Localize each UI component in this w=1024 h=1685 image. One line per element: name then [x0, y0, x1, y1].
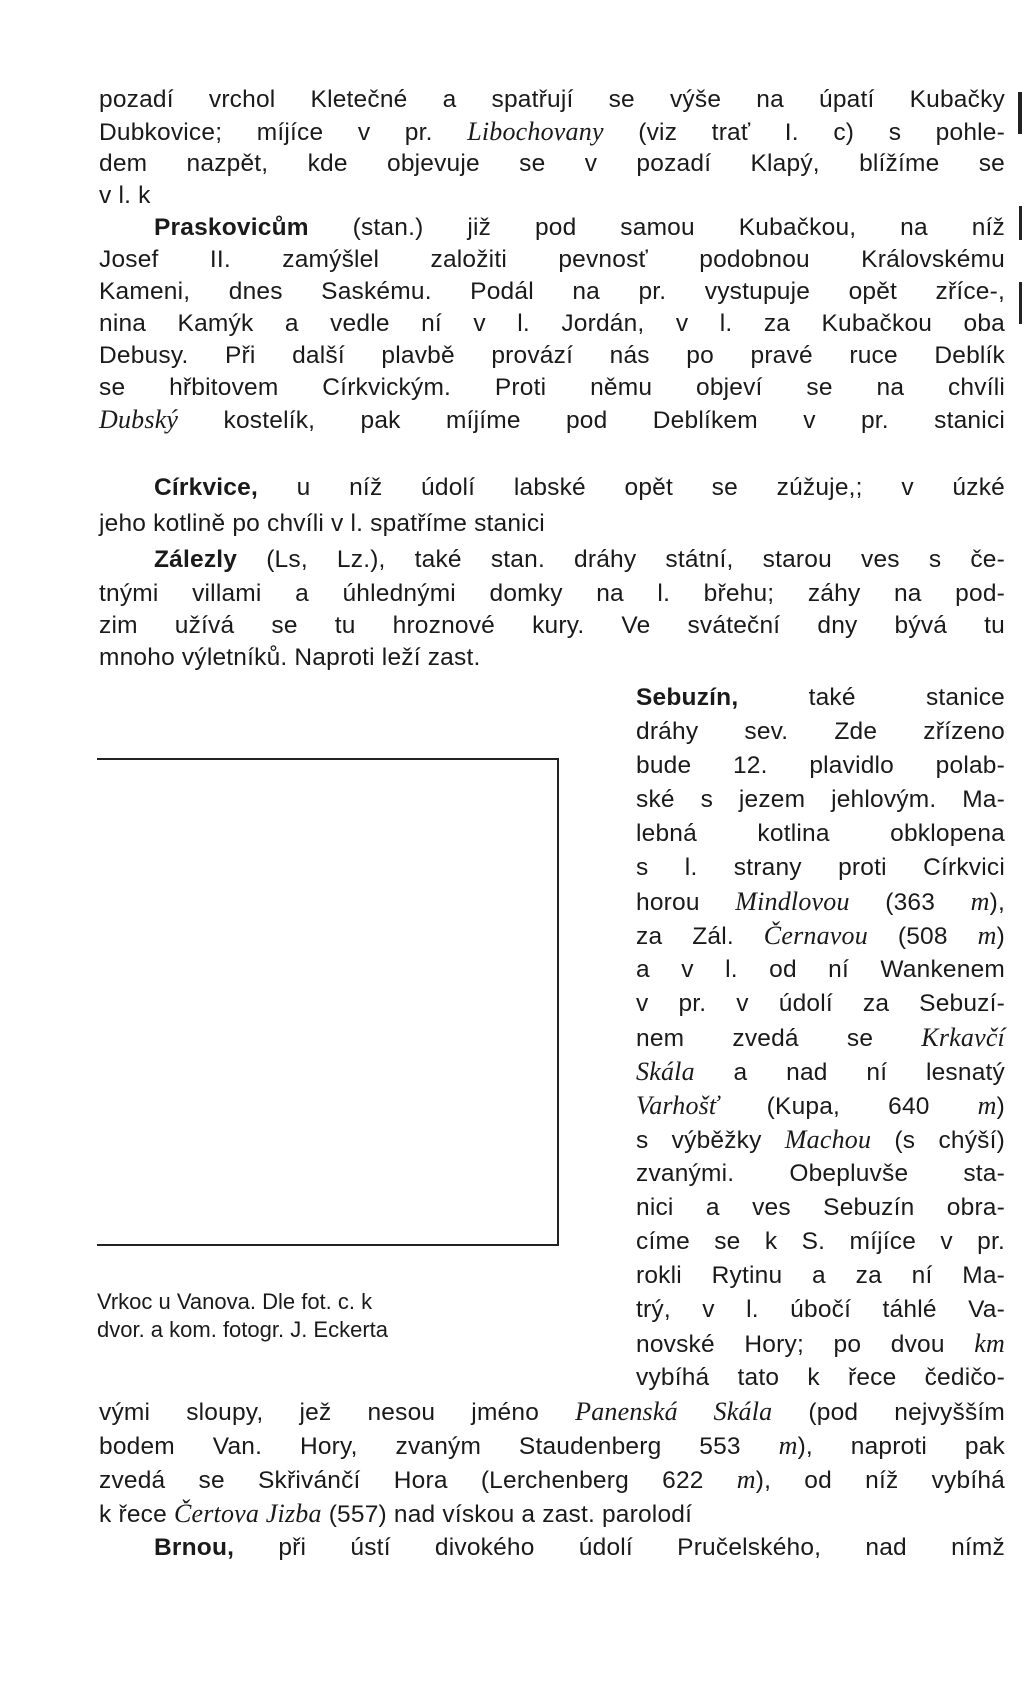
- text-run: vými sloupy, jež nesou jméno: [99, 1399, 576, 1426]
- text-run: (viz trať I. c) s pohle-: [603, 119, 1005, 146]
- station-name: Praskovicům: [154, 214, 309, 241]
- text-line: [636, 1022, 1005, 1054]
- text-line: [154, 212, 1005, 244]
- text-run: (Ls, Lz.), také stan. dráhy státní, starou ves s če-: [237, 546, 1005, 573]
- page-edge-mark: [1019, 206, 1022, 240]
- text-line: jeho kotlině po chvíli v l. spatříme stanici: [99, 510, 545, 537]
- station-name: Sebuzín,: [636, 684, 739, 711]
- text-run: (508: [867, 923, 978, 950]
- place-name: Čertova Jizba: [173, 1499, 322, 1528]
- unit: m: [736, 1465, 756, 1494]
- text-line: nina Kamýk a vedle ní v l. Jordán, v l. za Kubačkou oba: [99, 310, 1005, 337]
- text-line: Debusy. Při další plavbě provází nás po pravé ruce Deblík: [99, 342, 1005, 369]
- text-run: ), od níž vybíhá: [755, 1467, 1005, 1494]
- text-line: s l. strany proti Církvici: [636, 854, 1005, 881]
- unit: km: [974, 1329, 1005, 1358]
- text-line: [636, 920, 1005, 952]
- text-line: [154, 1532, 1005, 1564]
- page-edge-mark: [1018, 92, 1022, 134]
- text-run: zvedá se Skřivánčí Hora (Lerchenberg 622: [99, 1467, 737, 1494]
- text-run: při ústí divokého údolí Pručelského, nad nímž: [234, 1534, 1005, 1561]
- text-run: novské Hory; po dvou: [636, 1331, 975, 1358]
- figure-caption: Vrkoc u Vanova. Dle fot. c. k: [97, 1289, 373, 1314]
- unit: m: [977, 1091, 997, 1120]
- unit: m: [778, 1431, 798, 1460]
- text-line: v pr. v údolí za Sebuzí-: [636, 990, 1005, 1017]
- text-run: u níž údolí labské opět se zúžuje,; v úzké: [257, 474, 1005, 501]
- text-run: horou: [636, 889, 736, 916]
- unit: m: [970, 887, 990, 916]
- text-line: [99, 116, 1005, 148]
- text-line: bude 12. plavidlo polab-: [636, 752, 1005, 779]
- text-line: [99, 1430, 1005, 1462]
- text-run: (557) nad vískou a zast. parolodí: [321, 1501, 693, 1528]
- text-run: (363: [849, 889, 971, 916]
- figure-caption: dvor. a kom. fotogr. J. Eckerta: [97, 1317, 389, 1342]
- text-line: [636, 1090, 1005, 1122]
- text-run: nem zvedá se: [636, 1025, 922, 1052]
- text-line: [154, 544, 1005, 576]
- text-line: zvanými. Obepluvše sta-: [636, 1160, 1005, 1187]
- place-name: Černavou: [763, 921, 868, 950]
- text-run: ), naproti pak: [797, 1433, 1005, 1460]
- text-line: se hřbitovem Církvickým. Proti němu objeví se na chvíli: [99, 374, 1005, 401]
- text-line: [636, 886, 1005, 918]
- text-line: [99, 1464, 1005, 1496]
- place-name: Machou: [784, 1125, 872, 1154]
- text-run: také stanice: [738, 684, 1005, 711]
- station-name: Brnou,: [154, 1534, 235, 1561]
- text-line: tnými villami a úhlednými domky na l. břehu; záhy na pod-: [99, 580, 1005, 607]
- text-line: [636, 1124, 1005, 1156]
- text-line: [154, 472, 1005, 504]
- text-line: dem nazpět, kde objevuje se v pozadí Klapý, blížíme se: [99, 150, 1005, 177]
- text-line: pozadí vrchol Kletečné a spatřují se výše na úpatí Kubačky: [99, 86, 1005, 113]
- text-run: za Zál.: [636, 923, 764, 950]
- place-name: Skála: [636, 1057, 695, 1086]
- text-line: nici a ves Sebuzín obra-: [636, 1194, 1005, 1221]
- text-line: [99, 404, 1005, 436]
- text-run: ),: [989, 889, 1006, 916]
- text-line: címe se k S. míjíce v pr.: [636, 1228, 1005, 1255]
- text-line: [636, 1328, 1005, 1360]
- place-name: Krkavčí: [921, 1023, 1005, 1052]
- text-line: [636, 682, 1005, 714]
- text-line: dráhy sev. Zde zřízeno: [636, 718, 1005, 745]
- text-line: v l. k: [99, 182, 151, 209]
- text-line: a v l. od ní Wankenem: [636, 956, 1005, 983]
- text-run: Dubkovice; míjíce v pr.: [99, 119, 468, 146]
- station-name: Církvice,: [154, 474, 258, 501]
- figure-placeholder: [97, 758, 559, 1246]
- place-name: Mindlovou: [735, 887, 850, 916]
- text-run: (s chýší): [871, 1127, 1005, 1154]
- text-line: [99, 1396, 1005, 1428]
- text-run: a nad ní lesnatý: [694, 1059, 1005, 1086]
- place-name: Dubský: [99, 405, 179, 434]
- page-edge-mark: [1019, 282, 1022, 324]
- text-line: trý, v l. úbočí táhlé Va-: [636, 1296, 1005, 1323]
- place-name: Varhošť: [636, 1091, 719, 1120]
- text-line: mnoho výletníků. Naproti leží zast.: [99, 644, 481, 671]
- text-run: ): [996, 1093, 1005, 1120]
- place-name: Libochovany: [467, 117, 604, 146]
- text-run: bodem Van. Hory, zvaným Staudenberg 553: [99, 1433, 779, 1460]
- place-name: Panenská Skála: [575, 1397, 773, 1426]
- text-line: lebná kotlina obklopena: [636, 820, 1005, 847]
- unit: m: [977, 921, 997, 950]
- text-run: (Kupa, 640: [718, 1093, 978, 1120]
- text-line: [636, 1056, 1005, 1088]
- text-line: [99, 1498, 1005, 1530]
- station-name: Zálezly: [154, 546, 238, 573]
- text-line: rokli Rytinu a za ní Ma-: [636, 1262, 1005, 1289]
- text-line: ské s jezem jehlovým. Ma-: [636, 786, 1005, 813]
- text-run: (stan.) již pod samou Kubačkou, na níž: [308, 214, 1005, 241]
- text-line: zim užívá se tu hroznové kury. Ve sváteční dny bývá tu: [99, 612, 1005, 639]
- text-line: vybíhá tato k řece čedičo-: [636, 1364, 1005, 1391]
- text-run: s výběžky: [636, 1127, 785, 1154]
- text-line: Josef II. zamýšlel založiti pevnosť podobnou Královskému: [99, 246, 1005, 273]
- text-run: ): [996, 923, 1005, 950]
- text-run: kostelík, pak míjíme pod Deblíkem v pr. stanici: [178, 407, 1005, 434]
- text-run: k řece: [99, 1501, 174, 1528]
- text-line: Kameni, dnes Saskému. Podál na pr. vystupuje opět zříce-,: [99, 278, 1005, 305]
- text-run: (pod nejvyšším: [772, 1399, 1006, 1426]
